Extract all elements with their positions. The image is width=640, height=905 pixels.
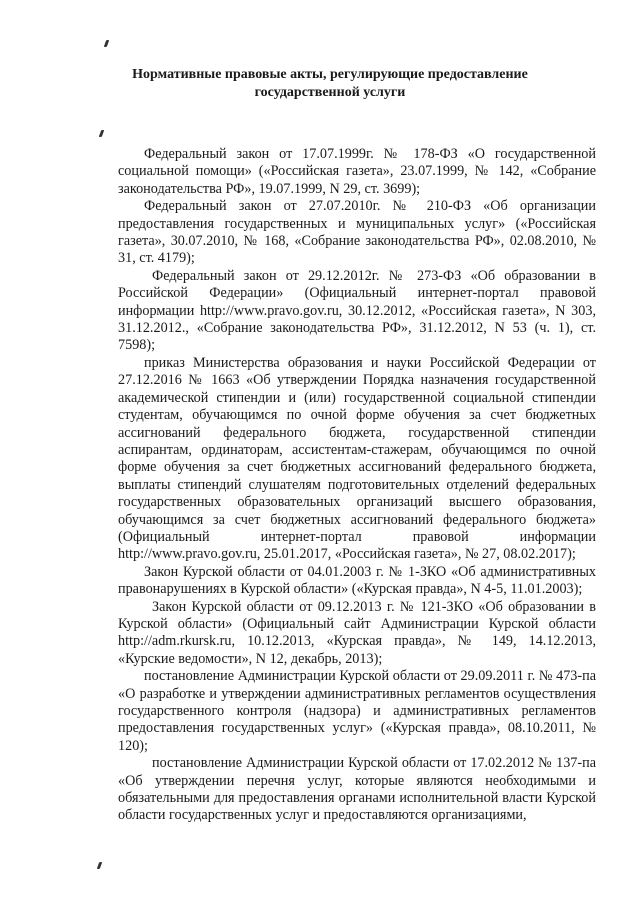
paragraph-kursk-law-121-zko: Закон Курской области от 09.12.2013 г. № 121-ЗКО «Об образовании в Курской области» (Официальный сайт Администрации Курской области http://adm.rkursk.ru, 10.12.2013, «Курская правда», № 149, 14.12.2013, «Курские ведомости», N 12, декабрь, 2013); [118, 598, 596, 667]
document-body [118, 146, 596, 825]
title-line-2: государственной услуги [254, 85, 406, 100]
paragraph-resolution-473-pa: постановление Администрации Курской области от 29.09.2011 г. № 473-па «О разработке и утверждении административных регламентов осуществления государственного контроля (надзора) и административных регламентов предоставления государственных услуг» («Курская правда», 08.10.2011, № 120); [118, 668, 596, 754]
scan-mark [99, 130, 105, 137]
paragraph-kursk-law-1-zko: Закон Курской области от 04.01.2003 г. № 1-ЗКО «Об административных правонарушениях в Курской области» («Курская правда», N 4-5, 11.01.2003); [118, 563, 596, 598]
scan-mark [97, 862, 103, 869]
paragraph-federal-law-178: Федеральный закон от 17.07.1999г. № 178-ФЗ «О государственной социальной помощи» («Российская газета», 23.07.1999, № 142, «Собрание законодательства РФ», 19.07.1999, N 29, ст. 3699); [118, 146, 596, 197]
paragraph-resolution-137-pa: постановление Администрации Курской области от 17.02.2012 № 137-па «Об утверждении перечня услуг, которые являются необходимыми и обязательными для предоставления органами исполнительной власти Курской области государственных услуг и предоставляются организациями, [118, 755, 596, 824]
paragraph-federal-law-210: Федеральный закон от 27.07.2010г. № 210-ФЗ «Об организации предоставления государственных и муниципальных услуг» («Российская газета», 30.07.2010, № 168, «Собрание законодательства РФ», 02.08.2010, № 31, ст. 4179); [118, 198, 596, 267]
paragraph-federal-law-273: Федеральный закон от 29.12.2012г. № 273-ФЗ «Об образовании в Российской Федерации» (Официальный интернет-портал правовой информации http://www.pravo.gov.ru, 30.12.2012, «Российская газета», N 303, 31.12.2012., «Собрание законодательства РФ», 31.12.2012, N 53 (ч. 1), ст. 7598); [118, 267, 596, 354]
title-line-1: Нормативные правовые акты, регулирующие предоставление [132, 67, 528, 82]
scan-mark [104, 40, 110, 47]
paragraph-ministry-order-1663: приказ Министерства образования и науки Российской Федерации от 27.12.2016 № 1663 «Об утверждении Порядка назначения государственной академической стипендии и (или) государственной социальной стипендии студентам, обучающимся по очной форме обучения за счет бюджетных ассигнований федерального бюджета, государственной стипендии аспирантам, ординаторам, ассистентам-стажерам, обучающимся по очной форме обучения за счет бюджетных ассигнований федерального бюджета, выплаты стипендий слушателям подготовительных отделений федеральных государственных образовательных организаций высшего образования, обучающимся за счет бюджетных ассигнований федерального бюджета» (Официальный интернет-портал правовой информации http://www.pravo.gov.ru, 25.01.2017, «Российская газета», № 27, 08.02.2017); [118, 354, 596, 563]
document-title [110, 66, 550, 102]
